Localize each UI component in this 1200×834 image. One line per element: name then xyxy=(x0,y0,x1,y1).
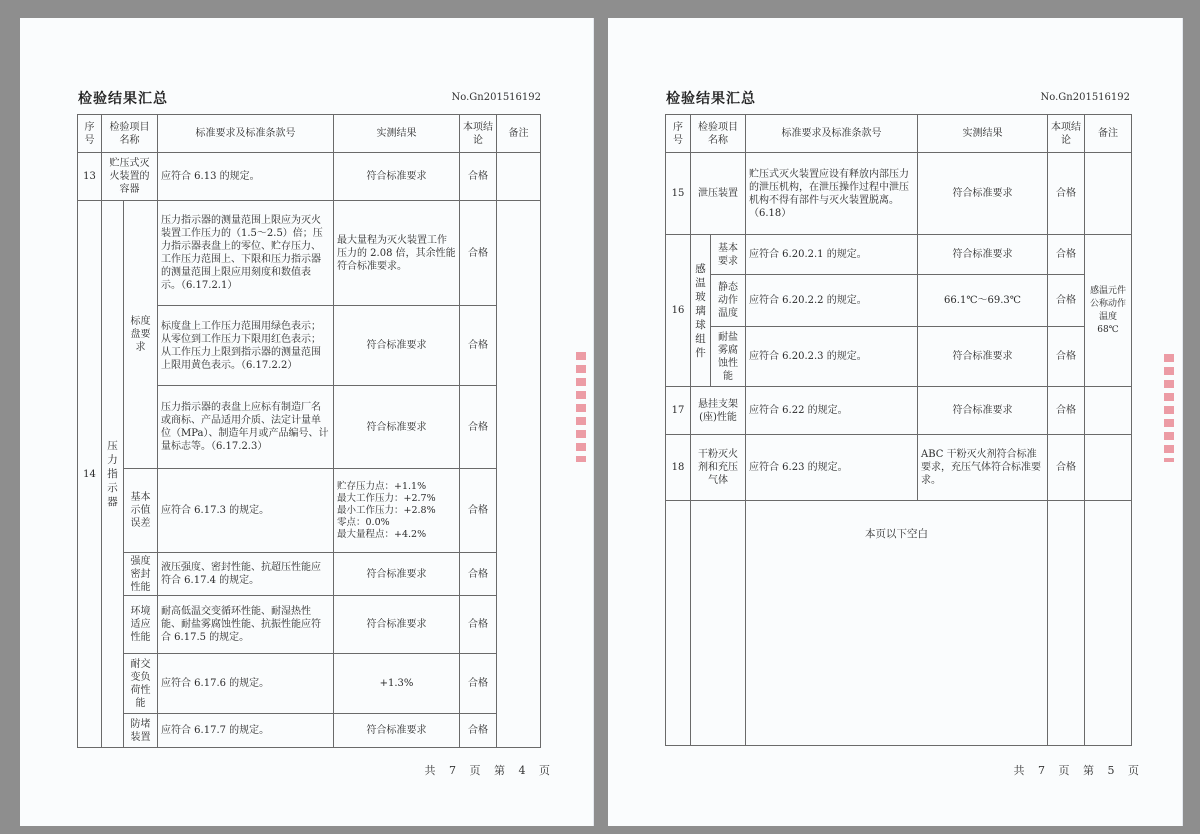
table-row xyxy=(666,275,1132,327)
row-remark xyxy=(1085,153,1132,235)
table-row xyxy=(666,501,1132,746)
row-requirement: 贮压式灭火装置应设有释放内部压力的泄压机构，在泄压操作过程中泄压机构不得有部件与灭火装置脱离。（6.18） xyxy=(746,153,918,235)
row-result: 符合标准要求 xyxy=(334,553,460,596)
row-result: 符合标准要求 xyxy=(918,153,1048,235)
row-requirement: 应符合 6.17.3 的规定。 xyxy=(158,469,334,553)
row-item: 泄压装置 xyxy=(691,153,746,235)
table-row xyxy=(78,201,541,306)
row-result: 符合标准要求 xyxy=(918,387,1048,435)
row-item: 悬挂支架(座)性能 xyxy=(691,387,746,435)
header-seq: 序号 xyxy=(78,115,102,153)
table-row xyxy=(78,654,541,714)
row-conclusion: 合格 xyxy=(1048,387,1085,435)
table-row xyxy=(666,153,1132,235)
sub-item: 强度密封性能 xyxy=(124,553,158,596)
header-result: 实测结果 xyxy=(918,115,1048,153)
table-row xyxy=(78,153,541,201)
blank-note: 本页以下空白 xyxy=(865,528,928,540)
header-item: 检验项目名称 xyxy=(102,115,158,153)
seal-mark xyxy=(576,352,586,462)
row-result: ABC 干粉灭火剂符合标准要求，充压气体符合标准要求。 xyxy=(918,435,1048,501)
header-conclusion: 本项结论 xyxy=(460,115,497,153)
sub-item: 防堵装置 xyxy=(124,714,158,748)
row-requirement: 应符合 6.17.6 的规定。 xyxy=(158,654,334,714)
row-seq: 14 xyxy=(78,201,102,748)
page-title: 检验结果汇总 xyxy=(666,91,756,107)
row-conclusion: 合格 xyxy=(1048,235,1085,275)
measure-line: 最大工作压力：+2.7% xyxy=(337,492,436,504)
report-number: No.Gn201516192 xyxy=(451,92,541,103)
row-requirement: 压力指示器的测量范围上限应为灭火装置工作压力的（1.5～2.5）倍；压力指示器表盘上的零位、贮存压力、工作压力范围上、下限和压力指示器的测量范围上限应用刻度和数值表示。（6.17.2.1） xyxy=(158,201,334,306)
sub-item: 环境适应性能 xyxy=(124,596,158,654)
page-title: 检验结果汇总 xyxy=(78,91,168,107)
row-result: 符合标准要求 xyxy=(334,386,460,469)
measure-line: 最大量程点：+4.2% xyxy=(337,528,427,540)
row-requirement: 应符合 6.20.2.1 的规定。 xyxy=(746,235,918,275)
row-conclusion: 合格 xyxy=(460,306,497,386)
header-seq: 序号 xyxy=(666,115,691,153)
row-seq: 16 xyxy=(666,235,691,387)
row-seq: 17 xyxy=(666,387,691,435)
row-remark: 感温元件公称动作温度 68℃ xyxy=(1085,235,1132,387)
row-requirement: 应符合 6.17.7 的规定。 xyxy=(158,714,334,748)
header-row xyxy=(78,115,541,153)
sub-item: 基本要求 xyxy=(711,235,746,275)
row-conclusion: 合格 xyxy=(460,386,497,469)
row-result xyxy=(334,469,460,553)
row-remark xyxy=(497,153,541,201)
row-remark xyxy=(497,201,541,748)
row-result: 符合标准要求 xyxy=(918,235,1048,275)
row-result: 符合标准要求 xyxy=(334,714,460,748)
report-page-5 xyxy=(608,18,1183,826)
table-row xyxy=(78,553,541,596)
row-conclusion: 合格 xyxy=(460,714,497,748)
row-remark xyxy=(1085,387,1132,435)
measure-line: 贮存压力点：+1.1% xyxy=(337,480,427,492)
row-requirement: 压力指示器的表盘上应标有制造厂名或商标、产品适用介质、法定计量单位（MPa）、制造年月或产品编号、计量标志等。（6.17.2.3） xyxy=(158,386,334,469)
row-conclusion: 合格 xyxy=(460,469,497,553)
row-requirement: 应符合 6.20.2.3 的规定。 xyxy=(746,327,918,387)
sub-item: 耐交变负荷性能 xyxy=(124,654,158,714)
header-remark: 备注 xyxy=(497,115,541,153)
sub-item: 基本示值误差 xyxy=(124,469,158,553)
table-row xyxy=(666,387,1132,435)
row-conclusion: 合格 xyxy=(1048,275,1085,327)
results-table xyxy=(77,114,541,748)
header-remark: 备注 xyxy=(1085,115,1132,153)
table-row xyxy=(78,469,541,553)
header-conclusion: 本项结论 xyxy=(1048,115,1085,153)
row-requirement: 应符合 6.23 的规定。 xyxy=(746,435,918,501)
blank-note-cell xyxy=(746,501,1048,746)
row-result: 符合标准要求 xyxy=(334,153,460,201)
table-row xyxy=(666,235,1132,275)
row-seq: 18 xyxy=(666,435,691,501)
row-item: 感温玻璃球组件 xyxy=(691,235,711,387)
row-conclusion: 合格 xyxy=(460,153,497,201)
row-result: +1.3% xyxy=(334,654,460,714)
header-requirement: 标准要求及标准条款号 xyxy=(746,115,918,153)
row-seq: 15 xyxy=(666,153,691,235)
header-result: 实测结果 xyxy=(334,115,460,153)
row-conclusion: 合格 xyxy=(1048,153,1085,235)
row-result: 66.1℃～69.3℃ xyxy=(918,275,1048,327)
row-conclusion: 合格 xyxy=(1048,435,1085,501)
row-remark xyxy=(1085,435,1132,501)
row-requirement: 应符合 6.22 的规定。 xyxy=(746,387,918,435)
sub-item: 耐盐雾腐蚀性能 xyxy=(711,327,746,387)
row-conclusion: 合格 xyxy=(460,654,497,714)
row-item: 贮压式灭火装置的容器 xyxy=(102,153,158,201)
page-footer: 共 7 页 第 5 页 xyxy=(1013,764,1144,777)
sub-item: 标度盘要求 xyxy=(124,201,158,469)
row-requirement: 标度盘上工作压力范围用绿色表示；从零位到工作压力下限用红色表示；从工作压力上限到指示器的测量范围上限用黄色表示。（6.17.2.2） xyxy=(158,306,334,386)
row-requirement: 耐高低温交变循环性能、耐湿热性能、耐盐雾腐蚀性能、抗振性能应符合 6.17.5 的规定。 xyxy=(158,596,334,654)
header-row xyxy=(666,115,1132,153)
table-row xyxy=(666,435,1132,501)
table-row xyxy=(666,327,1132,387)
measure-line: 零点：0.0% xyxy=(337,516,390,528)
row-conclusion: 合格 xyxy=(460,553,497,596)
report-number: No.Gn201516192 xyxy=(1040,92,1130,103)
report-page-4 xyxy=(20,18,594,826)
row-conclusion: 合格 xyxy=(1048,327,1085,387)
row-conclusion: 合格 xyxy=(460,201,497,306)
header-item: 检验项目名称 xyxy=(691,115,746,153)
row-seq: 13 xyxy=(78,153,102,201)
row-requirement: 液压强度、密封性能、抗超压性能应符合 6.17.4 的规定。 xyxy=(158,553,334,596)
row-result: 符合标准要求 xyxy=(334,306,460,386)
row-result: 最大量程为灭火装置工作压力的 2.08 倍，其余性能符合标准要求。 xyxy=(334,201,460,306)
table-row xyxy=(78,714,541,748)
row-result: 符合标准要求 xyxy=(334,596,460,654)
row-requirement: 应符合 6.13 的规定。 xyxy=(158,153,334,201)
row-conclusion: 合格 xyxy=(460,596,497,654)
row-item: 干粉灭火剂和充压气体 xyxy=(691,435,746,501)
table-row xyxy=(78,596,541,654)
header-requirement: 标准要求及标准条款号 xyxy=(158,115,334,153)
row-requirement: 应符合 6.20.2.2 的规定。 xyxy=(746,275,918,327)
page-footer: 共 7 页 第 4 页 xyxy=(424,764,555,777)
row-result: 符合标准要求 xyxy=(918,327,1048,387)
seal-mark xyxy=(1164,354,1174,462)
results-table xyxy=(665,114,1132,746)
row-item: 压力指示器 xyxy=(102,201,124,748)
sub-item: 静态动作温度 xyxy=(711,275,746,327)
measure-line: 最小工作压力：+2.8% xyxy=(337,504,436,516)
